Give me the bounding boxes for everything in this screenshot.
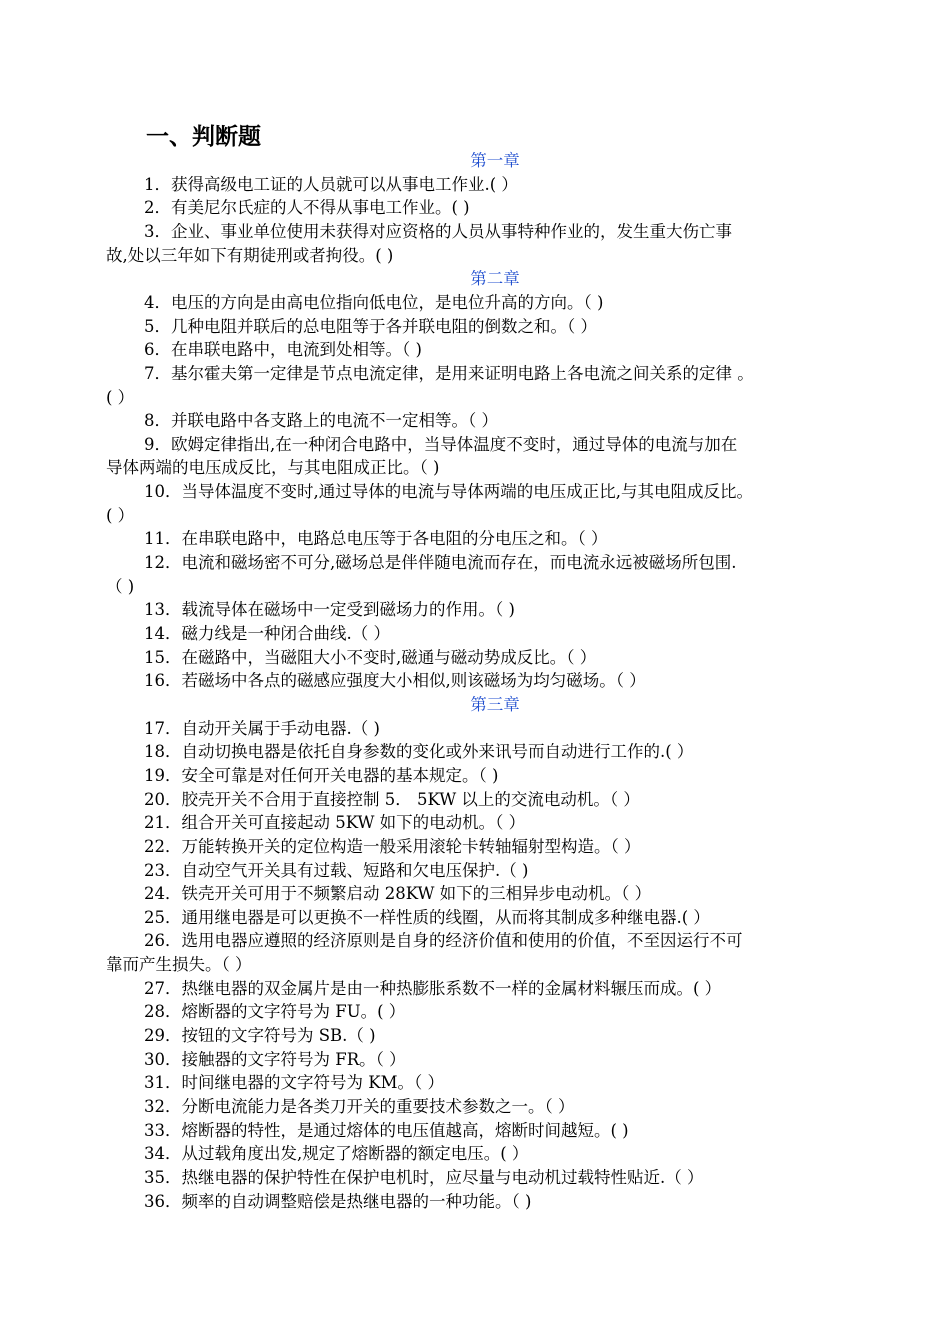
question-line: 2．有美尼尔氏症的人不得从事电工作业。( ) bbox=[144, 198, 470, 218]
question-continuation: ( ） bbox=[106, 505, 135, 525]
question-line: 9．欧姆定律指出,在一种闭合电路中，当导体温度不变时，通过导体的电流与加在 bbox=[144, 434, 738, 454]
question-line: 29．按钮的文字符号为 SB.（ ) bbox=[144, 1026, 376, 1046]
question-line: 12．电流和磁场密不可分,磁场总是伴伴随电流而存在，而电流永远被磁场所包围. bbox=[144, 553, 737, 573]
question-line: 10．当导体温度不变时,通过导体的电流与导体两端的电压成正比,与其电阻成反比。 bbox=[144, 482, 753, 502]
question-line: 35．热继电器的保护特性在保护电机时，应尽量与电动机过载特性贴近.（ ） bbox=[144, 1167, 704, 1187]
question-line: 17．自动开关属于手动电器.（ ) bbox=[144, 718, 380, 738]
question-continuation: 导体两端的电压成反比，与其电阻成正比。（ ) bbox=[106, 458, 440, 478]
question-line: 36．频率的自动调整赔偿是热继电器的一种功能。（ ) bbox=[144, 1191, 532, 1211]
question-line: 22．万能转换开关的定位构造一般采用滚轮卡转轴辐射型构造。（ ） bbox=[144, 836, 641, 856]
question-line: 31．时间继电器的文字符号为 KM。（ ） bbox=[144, 1073, 444, 1093]
question-line: 30．接触器的文字符号为 FR。（ ） bbox=[144, 1049, 406, 1069]
question-line: 20．胶壳开关不合用于直接控制 5． 5KW 以上的交流电动机。（ ） bbox=[144, 789, 640, 809]
question-line: 19．安全可靠是对任何开关电器的基本规定。（ ) bbox=[144, 765, 499, 785]
question-line: 13．载流导体在磁场中一定受到磁场力的作用。（ ) bbox=[144, 600, 515, 620]
question-line: 6．在串联电路中，电流到处相等。（ ) bbox=[144, 340, 422, 360]
question-line: 3．企业、事业单位使用未获得对应资格的人员从事特种作业的，发生重大伤亡事 bbox=[144, 221, 732, 241]
question-line: 14．磁力线是一种闭合曲线.（ ） bbox=[144, 624, 390, 643]
question-continuation: 靠而产生损失。（ ） bbox=[106, 955, 252, 975]
question-line: 26．选用电器应遵照的经济原则是自身的经济价值和使用的价值，不至因运行不可 bbox=[144, 931, 743, 951]
question-line: 5．几种电阻并联后的总电阻等于各并联电阻的倒数之和。（ ） bbox=[144, 316, 597, 336]
question-line: 4．电压的方向是由高电位指向低电位，是电位升高的方向。（ ) bbox=[144, 292, 604, 312]
question-line: 25．通用继电器是可以更换不一样性质的线圈，从而将其制成多种继电器.( ） bbox=[144, 907, 710, 927]
question-line: 28．熔断器的文字符号为 FU。( ） bbox=[144, 1002, 406, 1022]
question-continuation: ( ） bbox=[106, 387, 135, 407]
chapter-heading: 第三章 bbox=[470, 694, 520, 714]
question-line: 27．热继电器的双金属片是由一种热膨胀系数不一样的金属材料辗压而成。( ） bbox=[144, 978, 722, 998]
question-line: 16．若磁场中各点的磁感应强度大小相似,则该磁场为均匀磁场。（ ） bbox=[144, 671, 646, 691]
question-line: 34．从过载角度出发,规定了熔断器的额定电压。( ） bbox=[144, 1144, 529, 1164]
question-line: 23．自动空气开关具有过载、短路和欠电压保护.（ ) bbox=[144, 860, 529, 880]
question-line: 21．组合开关可直接起动 5KW 如下的电动机。（ ） bbox=[144, 813, 526, 833]
question-line: 24．铁壳开关可用于不频繁启动 28KW 如下的三相异步电动机。（ ） bbox=[144, 884, 652, 904]
section-title: 一、判断题 bbox=[146, 124, 261, 150]
question-continuation: 故,处以三年如下有期徒刑或者拘役。( ) bbox=[106, 245, 394, 265]
question-line: 11．在串联电路中，电路总电压等于各电阻的分电压之和。（ ） bbox=[144, 529, 608, 549]
question-line: 18．自动切换电器是依托自身参数的变化或外来讯号而自动进行工作的.( ） bbox=[144, 742, 694, 762]
question-line: 7．基尔霍夫第一定律是节点电流定律，是用来证明电路上各电流之间关系的定律 。 bbox=[144, 363, 754, 383]
question-line: 32．分断电流能力是各类刀开关的重要技术参数之一。（ ） bbox=[144, 1097, 575, 1116]
question-line: 8．并联电路中各支路上的电流不一定相等。（ ） bbox=[144, 411, 498, 431]
question-line: 15．在磁路中，当磁阻大小不变时,磁通与磁动势成反比。（ ） bbox=[144, 647, 597, 667]
question-line: 33．熔断器的特性，是通过熔体的电压值越高，熔断时间越短。( ) bbox=[144, 1120, 629, 1140]
question-line: 1．获得高级电工证的人员就可以从事电工作业.( ） bbox=[144, 174, 518, 194]
question-continuation: （ ) bbox=[106, 576, 135, 596]
chapter-heading: 第二章 bbox=[470, 269, 520, 289]
chapter-heading: 第一章 bbox=[470, 151, 520, 170]
